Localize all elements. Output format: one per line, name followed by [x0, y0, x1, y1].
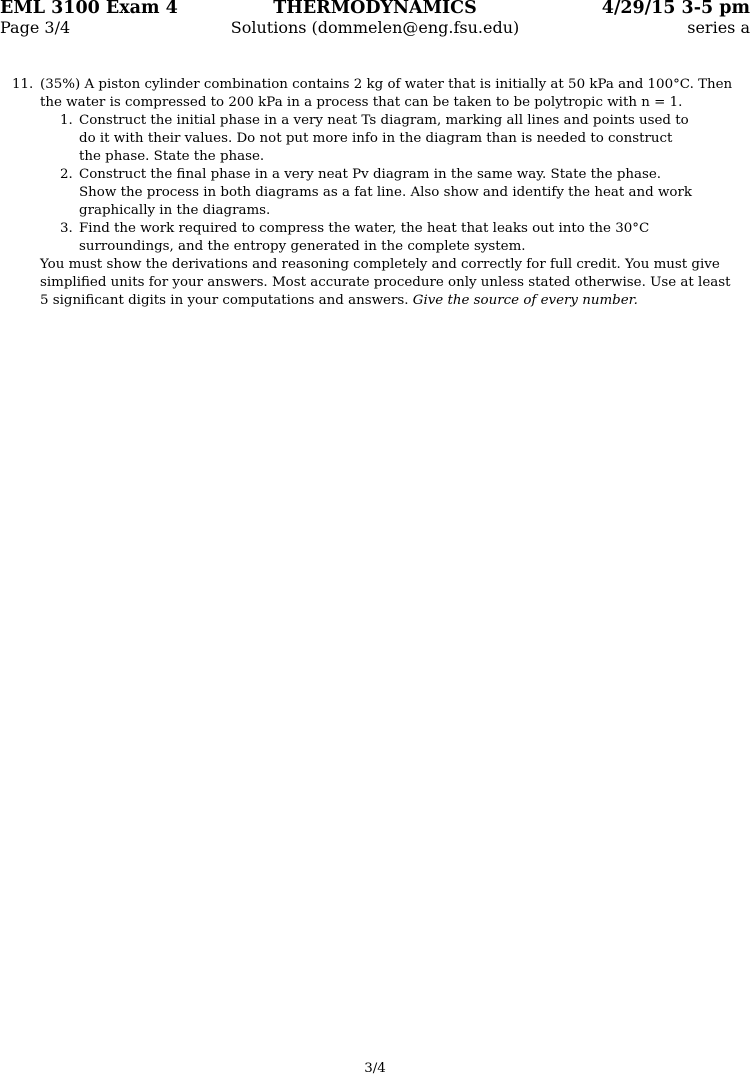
instructions-line-2: simplified units for your answers. Most accurate procedure only unless stated otherwise. Use at least [40, 275, 731, 290]
part-2-line-1: 2. Construct the final phase in a very neat Pv diagram in the same way. State the phase. [60, 167, 662, 182]
part-2-line-2: Show the process in both diagrams as a fat line. Also show and identify the heat and work [79, 185, 692, 200]
instructions-line-3 [40, 292, 638, 310]
page-header [0, 0, 750, 40]
part-1-line-2: do it with their values. Do not put more info in the diagram than is needed to construct [79, 131, 673, 146]
part-3-line-1: 3. Find the work required to compress the water, the heat that leaks out into the 30°C [60, 221, 650, 236]
header-row-bottom [0, 18, 750, 38]
part-3-number: 3. [60, 221, 73, 236]
exam-date-time: 4/29/15 3-5 pm [601, 0, 750, 18]
part-2-number: 2. [60, 167, 73, 182]
header-row-top [0, 0, 750, 18]
problem-number: 11. [12, 77, 34, 92]
instructions-line-3-text: 5 significant digits in your computations and answers. [40, 293, 413, 308]
problem-statement-line-2: the water is compressed to 200 kPa in a process that can be taken to be polytropic with n = 1. [40, 95, 683, 110]
solutions-author: Solutions (dommelen@eng.fsu.edu) [230, 18, 520, 37]
part-2-line-3: graphically in the diagrams. [79, 203, 271, 218]
course-exam-title: EML 3100 Exam 4 [0, 0, 178, 18]
page-footer-number: 3/4 [364, 1061, 386, 1076]
instructions-emphasis: Give the source of every number. [412, 293, 638, 308]
exam-series: series a [687, 18, 750, 37]
part-1-line-3: the phase. State the phase. [79, 149, 265, 164]
part-1-line-1: 1. Construct the initial phase in a very neat Ts diagram, marking all lines and points used to [60, 113, 689, 128]
subject-title: THERMODYNAMICS [273, 0, 477, 18]
page-label: Page 3/4 [0, 18, 71, 37]
part-1-number: 1. [60, 113, 73, 128]
part-3-line-2: surroundings, and the entropy generated in the complete system. [79, 239, 526, 254]
instructions-line-1: You must show the derivations and reasoning completely and correctly for full credit. You must give [40, 257, 720, 272]
